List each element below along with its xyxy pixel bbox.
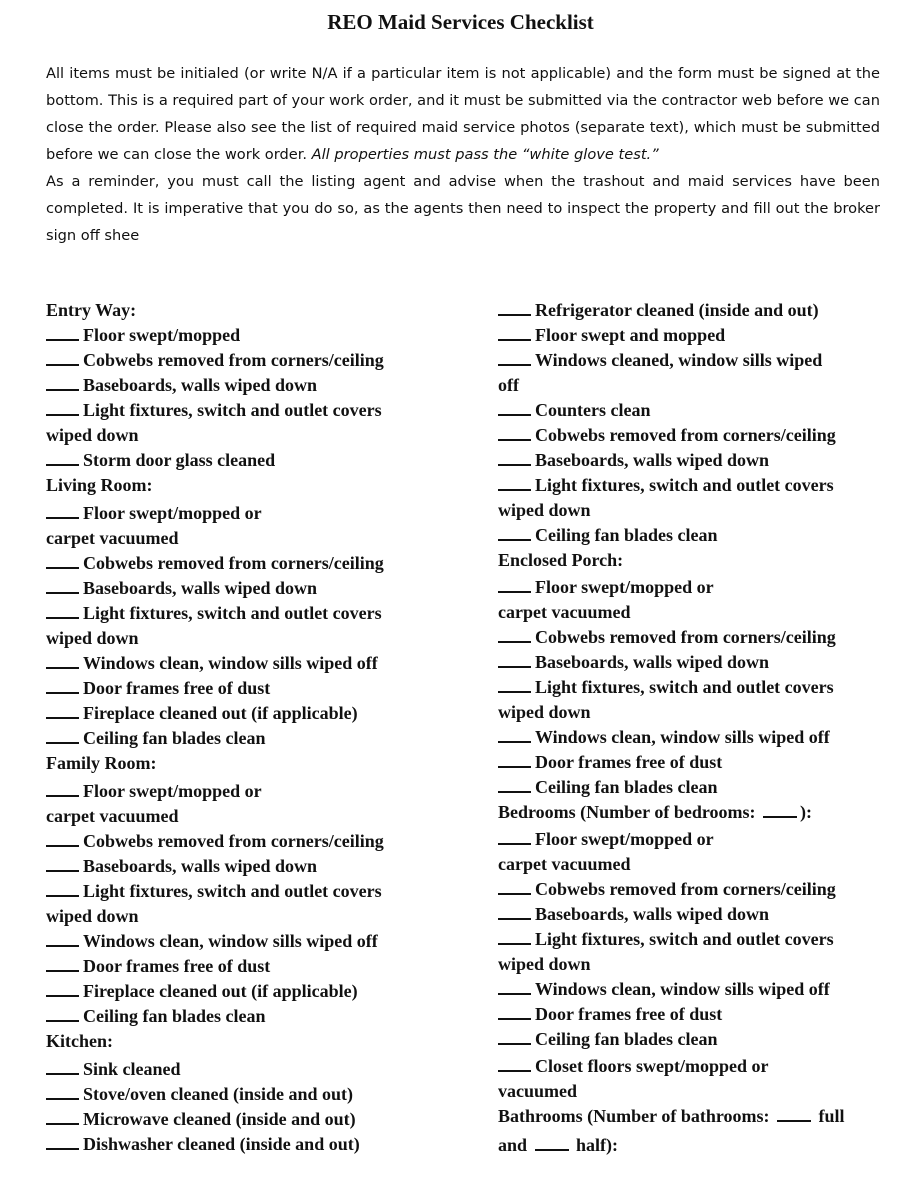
checklist-item-continuation: vacuumed: [498, 1081, 578, 1101]
intro-text: [46, 60, 880, 249]
initial-blank[interactable]: [46, 1107, 79, 1125]
section-heading-bathrooms: Bathrooms (Number of bathrooms: full: [498, 1106, 845, 1126]
checklist-item: Light fixtures, switch and outlet covers: [46, 601, 436, 626]
initial-blank[interactable]: [46, 1082, 79, 1100]
checklist-item-continuation: wiped down: [498, 702, 591, 722]
initial-blank[interactable]: [498, 827, 531, 845]
initial-blank[interactable]: [46, 501, 79, 519]
initial-blank[interactable]: [498, 675, 531, 693]
section-heading-enclosed-porch: Enclosed Porch:: [498, 550, 624, 570]
initial-blank[interactable]: [46, 701, 79, 719]
checklist-item: Light fixtures, switch and outlet covers: [46, 398, 436, 423]
checklist-item: Baseboards, walls wiped down: [46, 576, 436, 601]
checklist-item: Sink cleaned: [46, 1057, 436, 1082]
checklist-item-continuation: wiped down: [46, 906, 139, 926]
checklist-item: Windows cleaned, window sills wiped: [498, 348, 883, 373]
checklist-item: Ceiling fan blades clean: [498, 775, 883, 800]
initial-blank[interactable]: [46, 1004, 79, 1022]
checklist-item: Ceiling fan blades clean: [46, 726, 436, 751]
initial-blank[interactable]: [498, 650, 531, 668]
initial-blank[interactable]: [498, 575, 531, 593]
initial-blank[interactable]: [46, 726, 79, 744]
checklist-item: Ceiling fan blades clean: [498, 523, 883, 548]
initial-blank[interactable]: [498, 448, 531, 466]
initial-blank[interactable]: [46, 854, 79, 872]
checklist-item: Baseboards, walls wiped down: [498, 902, 883, 927]
checklist-item: Light fixtures, switch and outlet covers: [498, 473, 883, 498]
checklist-item: Cobwebs removed from corners/ceiling: [498, 625, 883, 650]
checklist-item: Windows clean, window sills wiped off: [46, 651, 436, 676]
initial-blank[interactable]: [46, 373, 79, 391]
initial-blank[interactable]: [498, 625, 531, 643]
initial-blank[interactable]: [46, 1057, 79, 1075]
initial-blank[interactable]: [46, 829, 79, 847]
initial-blank[interactable]: [498, 902, 531, 920]
checklist-item: Floor swept/mopped: [46, 323, 436, 348]
initial-blank[interactable]: [46, 348, 79, 366]
initial-blank[interactable]: [46, 398, 79, 416]
section-heading-family-room: Family Room:: [46, 753, 157, 773]
section-heading-entry-way: Entry Way:: [46, 300, 137, 320]
checklist-item: Microwave cleaned (inside and out): [46, 1107, 436, 1132]
initial-blank[interactable]: [498, 1027, 531, 1045]
initial-blank[interactable]: [498, 1054, 531, 1072]
checklist-item: Ceiling fan blades clean: [498, 1027, 883, 1052]
initial-blank[interactable]: [498, 323, 531, 341]
initial-blank[interactable]: [498, 775, 531, 793]
checklist-item: Light fixtures, switch and outlet covers: [46, 879, 436, 904]
checklist-item-continuation: carpet vacuumed: [46, 528, 179, 548]
checklist-item: Ceiling fan blades clean: [46, 1004, 436, 1029]
checklist-item: Floor swept/mopped or: [46, 779, 436, 804]
checklist-item-continuation: wiped down: [498, 954, 591, 974]
intro-paragraph-1: All items must be initialed (or write N/A if a particular item is not applicable) and the form must be signed at the bottom. This is a required part of your work order, and it must be submitted via the contractor web before we can close the order. Please also see the list of required maid service photos (separate text), which must be submitted before we can close the work order. All properties must pass the “white glove test.”: [46, 65, 880, 163]
initial-blank[interactable]: [46, 979, 79, 997]
initial-blank[interactable]: [498, 473, 531, 491]
bedroom-count-blank[interactable]: [763, 800, 797, 818]
checklist-item: Baseboards, walls wiped down: [498, 448, 883, 473]
initial-blank[interactable]: [498, 298, 531, 316]
initial-blank[interactable]: [46, 551, 79, 569]
initial-blank[interactable]: [46, 323, 79, 341]
checklist-item: Stove/oven cleaned (inside and out): [46, 1082, 436, 1107]
checklist-item-continuation: carpet vacuumed: [498, 854, 631, 874]
checklist-item: Windows clean, window sills wiped off: [498, 725, 883, 750]
half-bath-count-blank[interactable]: [535, 1133, 569, 1151]
initial-blank[interactable]: [498, 977, 531, 995]
initial-blank[interactable]: [46, 1132, 79, 1150]
initial-blank[interactable]: [498, 398, 531, 416]
checklist-item: Cobwebs removed from corners/ceiling: [498, 423, 883, 448]
initial-blank[interactable]: [46, 651, 79, 669]
checklist-item: Fireplace cleaned out (if applicable): [46, 701, 436, 726]
section-heading-living-room: Living Room:: [46, 475, 153, 495]
checklist-item: Refrigerator cleaned (inside and out): [498, 298, 883, 323]
initial-blank[interactable]: [498, 523, 531, 541]
initial-blank[interactable]: [46, 929, 79, 947]
intro-paragraph-2: As a reminder, you must call the listing agent and advise when the trashout and maid services have been completed. It is imperative that you do so, as the agents then need to inspect the property and fill out the broker sign off shee: [46, 173, 880, 244]
checklist-item-continuation: off: [498, 375, 519, 395]
checklist-item: Floor swept/mopped or: [498, 575, 883, 600]
checklist-item: Counters clean: [498, 398, 883, 423]
initial-blank[interactable]: [46, 954, 79, 972]
initial-blank[interactable]: [46, 879, 79, 897]
initial-blank[interactable]: [498, 750, 531, 768]
checklist-item: Cobwebs removed from corners/ceiling: [46, 829, 436, 854]
full-bath-count-blank[interactable]: [777, 1104, 811, 1122]
checklist-item: Floor swept/mopped or: [498, 827, 883, 852]
checklist-item: Windows clean, window sills wiped off: [498, 977, 883, 1002]
checklist-item: Floor swept/mopped or: [46, 501, 436, 526]
checklist-item: Baseboards, walls wiped down: [498, 650, 883, 675]
initial-blank[interactable]: [498, 423, 531, 441]
initial-blank[interactable]: [498, 725, 531, 743]
checklist-item: Windows clean, window sills wiped off: [46, 929, 436, 954]
checklist-item: Light fixtures, switch and outlet covers: [498, 675, 883, 700]
initial-blank[interactable]: [46, 448, 79, 466]
checklist-item: Closet floors swept/mopped or: [498, 1054, 883, 1079]
initial-blank[interactable]: [498, 348, 531, 366]
checklist-item: Cobwebs removed from corners/ceiling: [46, 551, 436, 576]
initial-blank[interactable]: [498, 877, 531, 895]
initial-blank[interactable]: [46, 676, 79, 694]
checklist-item: Door frames free of dust: [46, 954, 436, 979]
checklist-item: Cobwebs removed from corners/ceiling: [498, 877, 883, 902]
checklist-item-continuation: carpet vacuumed: [498, 602, 631, 622]
bathrooms-line-2: and half):: [498, 1135, 619, 1155]
checklist-item-continuation: carpet vacuumed: [46, 806, 179, 826]
initial-blank[interactable]: [46, 601, 79, 619]
section-heading-kitchen: Kitchen:: [46, 1031, 113, 1051]
initial-blank[interactable]: [46, 779, 79, 797]
checklist-item-continuation: wiped down: [46, 425, 139, 445]
checklist-item: Door frames free of dust: [498, 750, 883, 775]
checklist-item: Fireplace cleaned out (if applicable): [46, 979, 436, 1004]
checklist-item: Dishwasher cleaned (inside and out): [46, 1132, 436, 1157]
white-glove-note: All properties must pass the “white glove test.”: [311, 146, 659, 163]
checklist-item: Door frames free of dust: [498, 1002, 883, 1027]
checklist-item: Door frames free of dust: [46, 676, 436, 701]
section-heading-bedrooms: Bedrooms (Number of bedrooms: ):: [498, 802, 812, 822]
checklist-item: Storm door glass cleaned: [46, 448, 436, 473]
initial-blank[interactable]: [46, 576, 79, 594]
right-column: [498, 298, 883, 1158]
left-column: [46, 298, 436, 1157]
checklist-item: Baseboards, walls wiped down: [46, 373, 436, 398]
initial-blank[interactable]: [498, 927, 531, 945]
checklist-item: Floor swept and mopped: [498, 323, 883, 348]
checklist-item: Baseboards, walls wiped down: [46, 854, 436, 879]
checklist-item: Light fixtures, switch and outlet covers: [498, 927, 883, 952]
checklist-item: Cobwebs removed from corners/ceiling: [46, 348, 436, 373]
checklist-item-continuation: wiped down: [46, 628, 139, 648]
initial-blank[interactable]: [498, 1002, 531, 1020]
checklist-item-continuation: wiped down: [498, 500, 591, 520]
page-title: REO Maid Services Checklist: [327, 10, 594, 34]
